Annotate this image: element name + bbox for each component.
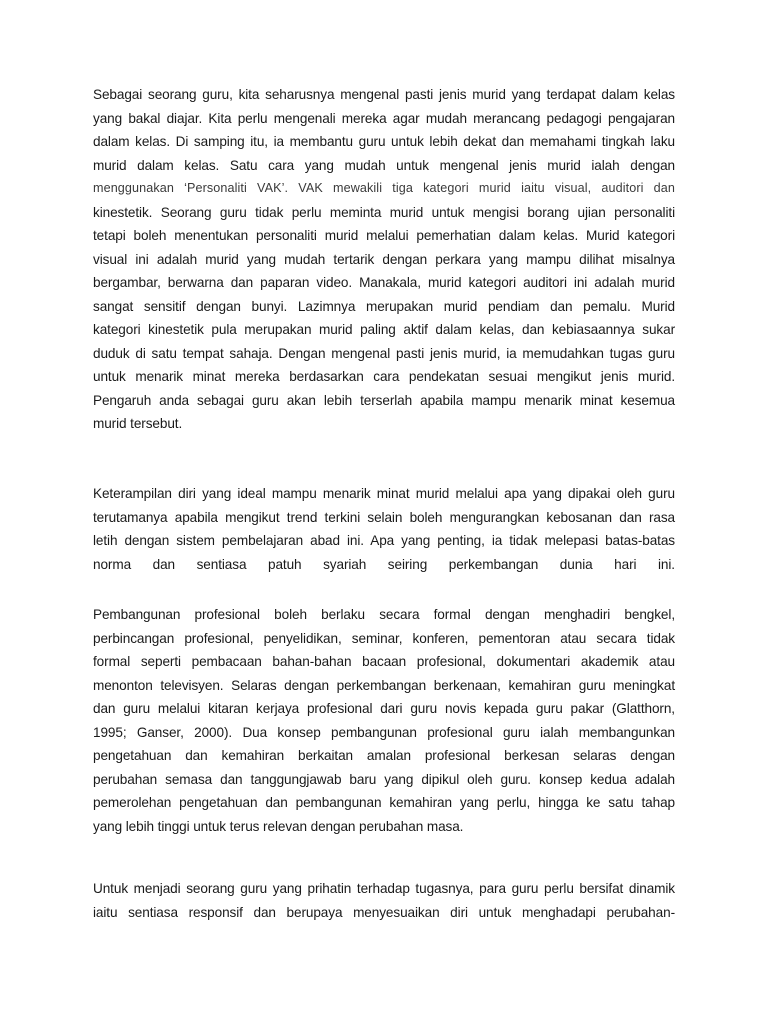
text-line: Sebagai seorang guru, kita seharusnya mengenal pasti jenis murid yang terdapat dalam kelas (93, 87, 675, 102)
text-line: dalam kelas. Di samping itu, ia membantu guru untuk lebih dekat dan memahami tingkah laku (93, 134, 675, 149)
text-line: terutamanya apabila mengikut trend terkini selain boleh mengurangkan kebosanan dan rasa (93, 509, 675, 525)
text-line: kinestetik. Seorang guru tidak perlu meminta murid untuk mengisi borang ujian personaliti (93, 204, 675, 220)
text-line: norma dan sentiasa patuh syariah seiring perkembangan dunia hari ini. (93, 556, 675, 572)
paragraph-1 (93, 83, 675, 436)
text-line: Pembangunan profesional boleh berlaku secara formal dengan menghadiri bengkel, (93, 607, 675, 622)
paragraph-2 (93, 482, 675, 576)
text-line: Pengaruh anda sebagai guru akan lebih terserlah apabila mampu menarik minat kesemua (93, 392, 675, 408)
text-line: pengetahuan dan kemahiran berkaitan amalan profesional berkesan selaras dengan (93, 748, 675, 763)
text-line: menggunakan ‘Personaliti VAK’. VAK mewakili tiga kategori murid iaitu visual, auditori dan (93, 181, 675, 195)
text-line: tetapi boleh menentukan personaliti murid melalui pemerhatian dalam kelas. Murid kategori (93, 228, 675, 243)
text-line: visual ini adalah murid yang mudah tertarik dengan perkara yang mampu dilihat misalnya (93, 251, 675, 267)
text-line: sangat sensitif dengan bunyi. Lazimnya merupakan murid pendiam dan pemalu. Murid (93, 298, 675, 314)
text-line: yang lebih tinggi untuk terus relevan dengan perubahan masa. (93, 818, 464, 834)
text-line: menonton televisyen. Selaras dengan perkembangan berkenaan, kemahiran guru meningkat (93, 677, 675, 693)
text-line: pemerolehan pengetahuan dan pembangunan kemahiran yang perlu, hingga ke satu tahap (93, 795, 675, 810)
text-line: perubahan semasa dan tanggungjawab baru yang dipikul oleh guru. konsep kedua adalah (93, 771, 675, 787)
text-line: untuk menarik minat mereka berdasarkan cara pendekatan sesuai mengikut jenis murid. (93, 369, 675, 384)
paragraph-3 (93, 603, 675, 838)
text-line: bergambar, berwarna dan paparan video. Manakala, murid kategori auditori ini adalah murid (93, 275, 675, 290)
text-line: 1995; Ganser, 2000). Dua konsep pembangunan profesional guru ialah membangunkan (93, 724, 675, 740)
paragraph-4 (93, 877, 675, 924)
text-line: duduk di satu tempat sahaja. Dengan mengenal pasti jenis murid, ia memudahkan tugas guru (93, 345, 675, 361)
text-line: murid tersebut. (93, 416, 183, 431)
text-line: kategori kinestetik pula merupakan murid paling aktif dalam kelas, dan kebiasaannya sukar (93, 322, 675, 337)
text-line: Untuk menjadi seorang guru yang prihatin terhadap tugasnya, para guru perlu bersifat dinamik (93, 881, 675, 896)
text-line: iaitu sentiasa responsif dan berupaya menyesuaikan diri untuk menghadapi perubahan- (93, 904, 675, 920)
text-line: Keterampilan diri yang ideal mampu menarik minat murid melalui apa yang dipakai oleh guru (93, 486, 675, 501)
text-line: dan guru melalui kitaran kerjaya profesional dari guru novis kepada guru pakar (Glatthorn, (93, 701, 675, 716)
text-line: yang bakal diajar. Kita perlu mengenali mereka agar mudah merancang pedagogi pengajaran (93, 110, 675, 126)
text-line: murid dalam kelas. Satu cara yang mudah untuk mengenal jenis murid ialah dengan (93, 157, 675, 173)
text-line: formal seperti pembacaan bahan-bahan bacaan profesional, dokumentari akademik atau (93, 654, 675, 669)
text-line: perbincangan profesional, penyelidikan, seminar, konferen, pementoran atau secara tidak (93, 630, 675, 646)
text-line: letih dengan sistem pembelajaran abad ini. Apa yang penting, ia tidak melepasi batas-batas (93, 533, 675, 548)
